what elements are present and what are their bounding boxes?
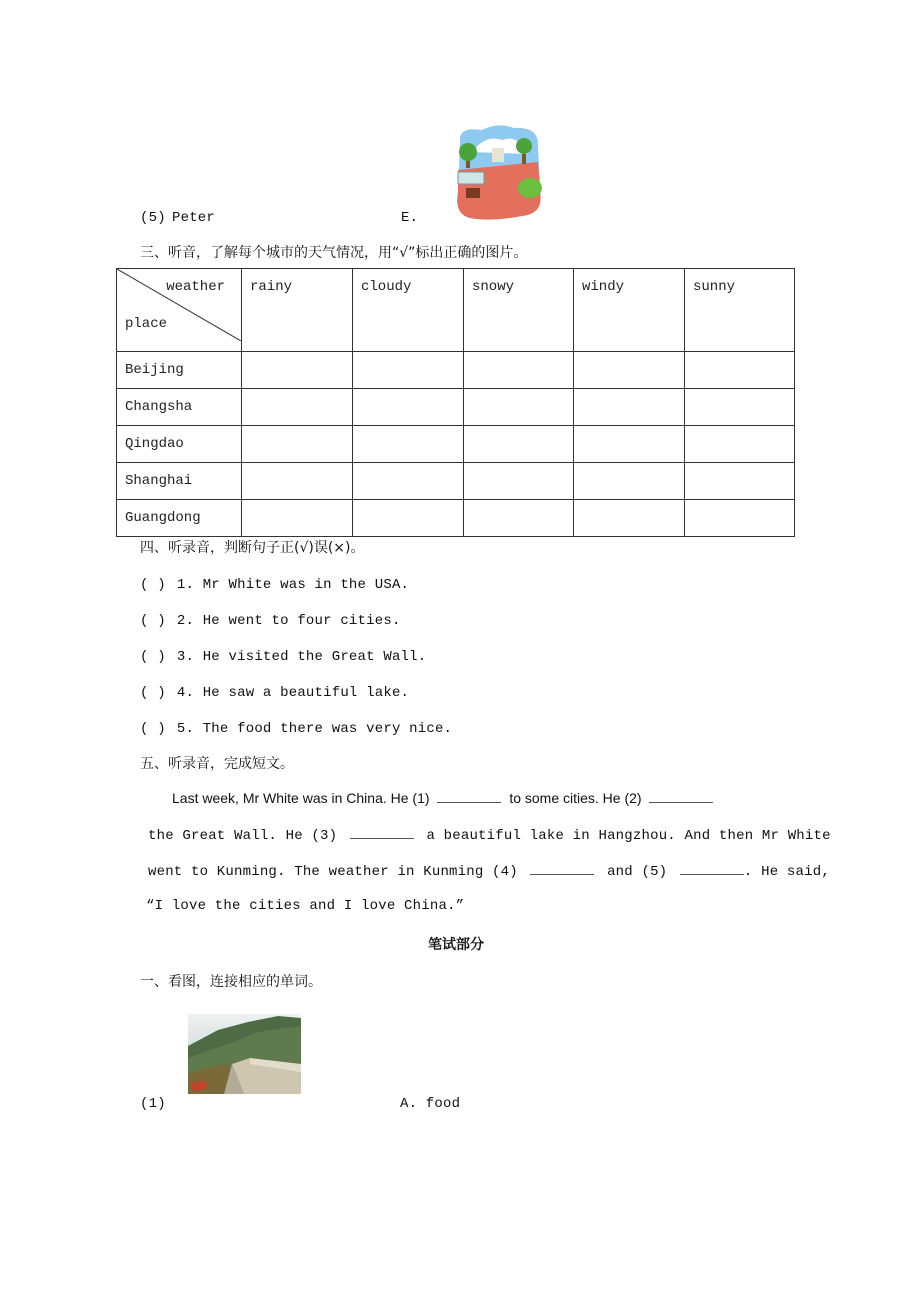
- column-header: sunny: [685, 269, 795, 352]
- column-header: cloudy: [353, 269, 464, 352]
- match-item-number: (5): [140, 210, 166, 226]
- table-row: [117, 500, 795, 537]
- statement-text: 3. He visited the Great Wall.: [176, 649, 427, 665]
- table-row: [117, 463, 795, 500]
- passage-line: [146, 898, 464, 914]
- answer-cell[interactable]: [353, 500, 464, 537]
- answer-bracket[interactable]: ( ): [140, 577, 166, 593]
- answer-cell[interactable]: [242, 426, 353, 463]
- blank-3[interactable]: [350, 826, 414, 839]
- blank-5[interactable]: [680, 862, 744, 875]
- answer-cell[interactable]: [242, 352, 353, 389]
- true-false-item: [140, 645, 426, 665]
- answer-cell[interactable]: [574, 389, 685, 426]
- passage-line: [148, 862, 830, 880]
- statement-text: 1. Mr White was in the USA.: [176, 577, 410, 593]
- match-item-name: Peter: [172, 210, 216, 226]
- answer-cell[interactable]: [574, 500, 685, 537]
- answer-cell[interactable]: [242, 463, 353, 500]
- section-title: 三、听音，了解每个城市的天气情况，用“√”标出正确的图片。: [140, 245, 528, 261]
- passage-text: “I love the cities and I love China.”: [146, 898, 465, 914]
- answer-cell[interactable]: [464, 352, 574, 389]
- passage-line: [172, 790, 713, 806]
- answer-bracket[interactable]: ( ): [140, 685, 166, 701]
- answer-bracket[interactable]: ( ): [140, 649, 166, 665]
- passage-text: the Great Wall. He (3): [148, 828, 338, 844]
- answer-cell[interactable]: [353, 389, 464, 426]
- answer-cell[interactable]: [574, 352, 685, 389]
- part-heading: 笔试部分: [428, 937, 484, 953]
- blank-4[interactable]: [530, 862, 594, 875]
- answer-cell[interactable]: [242, 500, 353, 537]
- answer-bracket[interactable]: ( ): [140, 721, 166, 737]
- park-picture: [452, 122, 544, 222]
- answer-cell[interactable]: [464, 500, 574, 537]
- answer-cell[interactable]: [353, 463, 464, 500]
- true-false-item: [140, 609, 401, 629]
- row-axis-label: place: [125, 316, 168, 332]
- section-title: 四、听录音，判断句子正(√)误(×)。: [140, 540, 365, 556]
- statement-text: 4. He saw a beautiful lake.: [176, 685, 410, 701]
- column-header: snowy: [464, 269, 574, 352]
- answer-cell[interactable]: [242, 389, 353, 426]
- weather-table: [116, 268, 795, 537]
- column-header: rainy: [242, 269, 353, 352]
- answer-cell[interactable]: [574, 426, 685, 463]
- answer-cell[interactable]: [685, 426, 795, 463]
- picture-item-number: (1): [140, 1096, 166, 1112]
- column-axis-label: weather: [166, 279, 225, 295]
- table-row: [117, 352, 795, 389]
- passage-text: Last week, Mr White was in China. He (1): [172, 790, 430, 806]
- answer-cell[interactable]: [685, 500, 795, 537]
- passage-text: went to Kunming. The weather in Kunming (4): [148, 864, 518, 880]
- passage-text: a beautiful lake in Hangzhou. And then Mr White: [426, 828, 831, 844]
- section-title: 一、看图，连接相应的单词。: [140, 974, 322, 990]
- answer-cell[interactable]: [685, 352, 795, 389]
- section-title: 五、听录音，完成短文。: [140, 756, 294, 772]
- match-option-letter: E.: [401, 210, 419, 226]
- answer-cell[interactable]: [353, 352, 464, 389]
- statement-text: 5. The food there was very nice.: [176, 721, 453, 737]
- statement-text: 2. He went to four cities.: [176, 613, 401, 629]
- table-row: [117, 426, 795, 463]
- passage-text: and (5): [607, 864, 668, 880]
- row-header: Shanghai: [117, 463, 242, 500]
- passage-text: to some cities. He (2): [509, 790, 642, 806]
- column-header: windy: [574, 269, 685, 352]
- table-row: [117, 389, 795, 426]
- true-false-item: [140, 681, 409, 701]
- answer-cell[interactable]: [353, 426, 464, 463]
- blank-1[interactable]: [437, 790, 501, 803]
- answer-bracket[interactable]: ( ): [140, 613, 166, 629]
- word-option[interactable]: A. food: [400, 1096, 461, 1112]
- blank-2[interactable]: [649, 790, 713, 803]
- true-false-item: [140, 573, 409, 593]
- row-header: Changsha: [117, 389, 242, 426]
- passage-line: [148, 826, 831, 844]
- passage-text: . He said,: [743, 864, 830, 880]
- row-header: Beijing: [117, 352, 242, 389]
- true-false-item: [140, 717, 452, 737]
- row-header: Guangdong: [117, 500, 242, 537]
- answer-cell[interactable]: [685, 463, 795, 500]
- answer-cell[interactable]: [464, 426, 574, 463]
- answer-cell[interactable]: [464, 463, 574, 500]
- answer-cell[interactable]: [574, 463, 685, 500]
- great-wall-picture: [188, 1014, 301, 1094]
- row-header: Qingdao: [117, 426, 242, 463]
- answer-cell[interactable]: [464, 389, 574, 426]
- answer-cell[interactable]: [685, 389, 795, 426]
- table-corner-header: [117, 269, 242, 352]
